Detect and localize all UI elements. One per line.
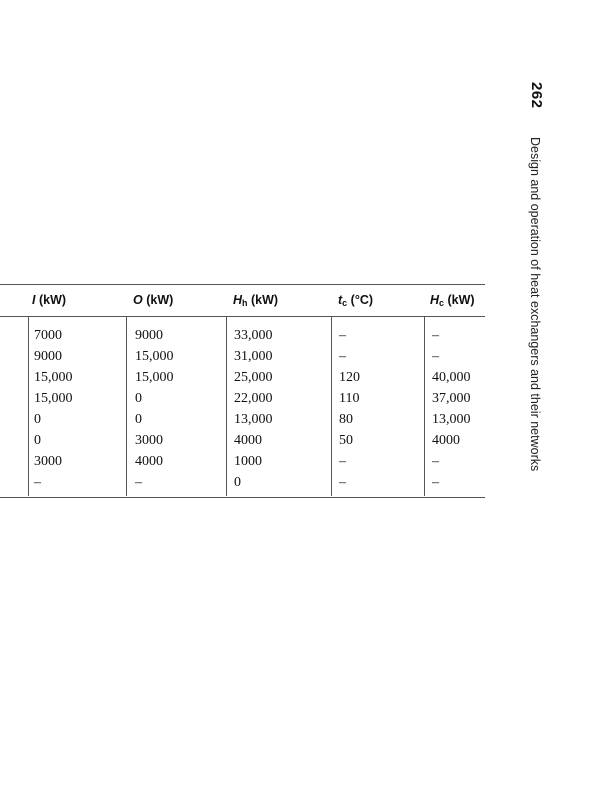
column-divider: [331, 317, 332, 496]
table-cell: –: [432, 454, 439, 469]
header-o: O (kW): [133, 293, 174, 307]
column-tc: [339, 325, 360, 493]
table-cell: –: [135, 475, 142, 490]
table-bottom-rule: [0, 497, 485, 498]
column-o: [135, 325, 174, 493]
table-cell: –: [339, 349, 346, 364]
table-cell: 3000: [135, 433, 163, 448]
table-cell: 25,000: [234, 370, 273, 385]
table-cell: 37,000: [432, 391, 471, 406]
table-cell: –: [339, 475, 346, 490]
table-cell: 4000: [135, 454, 163, 469]
table-cell: 80: [339, 412, 353, 427]
table-cell: –: [432, 475, 439, 490]
header-tc: $t_c$ (°C): [338, 293, 374, 308]
table-top-rule: [0, 284, 485, 285]
table-cell: 13,000: [234, 412, 273, 427]
column-divider: [424, 317, 425, 496]
table-cell: 7000: [34, 328, 62, 343]
table-cell: 22,000: [234, 391, 273, 406]
table-cell: 0: [34, 433, 41, 448]
table-cell: 4000: [432, 433, 460, 448]
column-divider: [28, 317, 29, 496]
table-cell: –: [339, 454, 346, 469]
table-cell: 110: [339, 391, 360, 406]
table-cell: 15,000: [135, 370, 174, 385]
table-cell: 4000: [234, 433, 262, 448]
header-hh: $H_h$ (kW): [233, 293, 279, 308]
table-cell: 9000: [135, 328, 163, 343]
table-cell: 13,000: [432, 412, 471, 427]
table-cell: 15,000: [34, 391, 73, 406]
page-number: 262: [528, 82, 545, 109]
table-cell: 40,000: [432, 370, 471, 385]
table-cell: 0: [135, 412, 142, 427]
table-cell: –: [432, 349, 439, 364]
header-hc: $H_c$ (kW): [430, 293, 475, 308]
table-cell: 0: [34, 412, 41, 427]
table-cell: 120: [339, 370, 360, 385]
table-header-rule: [0, 316, 485, 317]
running-head: Design and operation of heat exchangers and their networks: [528, 137, 542, 472]
table-cell: 33,000: [234, 328, 273, 343]
table-cell: –: [339, 328, 346, 343]
column-i: [34, 325, 73, 493]
table-cell: 15,000: [34, 370, 73, 385]
table-cell: –: [432, 328, 439, 343]
table-cell: 3000: [34, 454, 62, 469]
table-cell: 9000: [34, 349, 62, 364]
column-divider: [126, 317, 127, 496]
column-hc: [432, 325, 471, 493]
table-cell: 0: [135, 391, 142, 406]
header-i: I (kW): [32, 293, 67, 307]
column-divider: [226, 317, 227, 496]
column-hh: [234, 325, 273, 493]
table-cell: 50: [339, 433, 353, 448]
table-cell: 31,000: [234, 349, 273, 364]
table-cell: –: [34, 475, 41, 490]
table-cell: 0: [234, 475, 241, 490]
table-cell: 15,000: [135, 349, 174, 364]
table-cell: 1000: [234, 454, 262, 469]
